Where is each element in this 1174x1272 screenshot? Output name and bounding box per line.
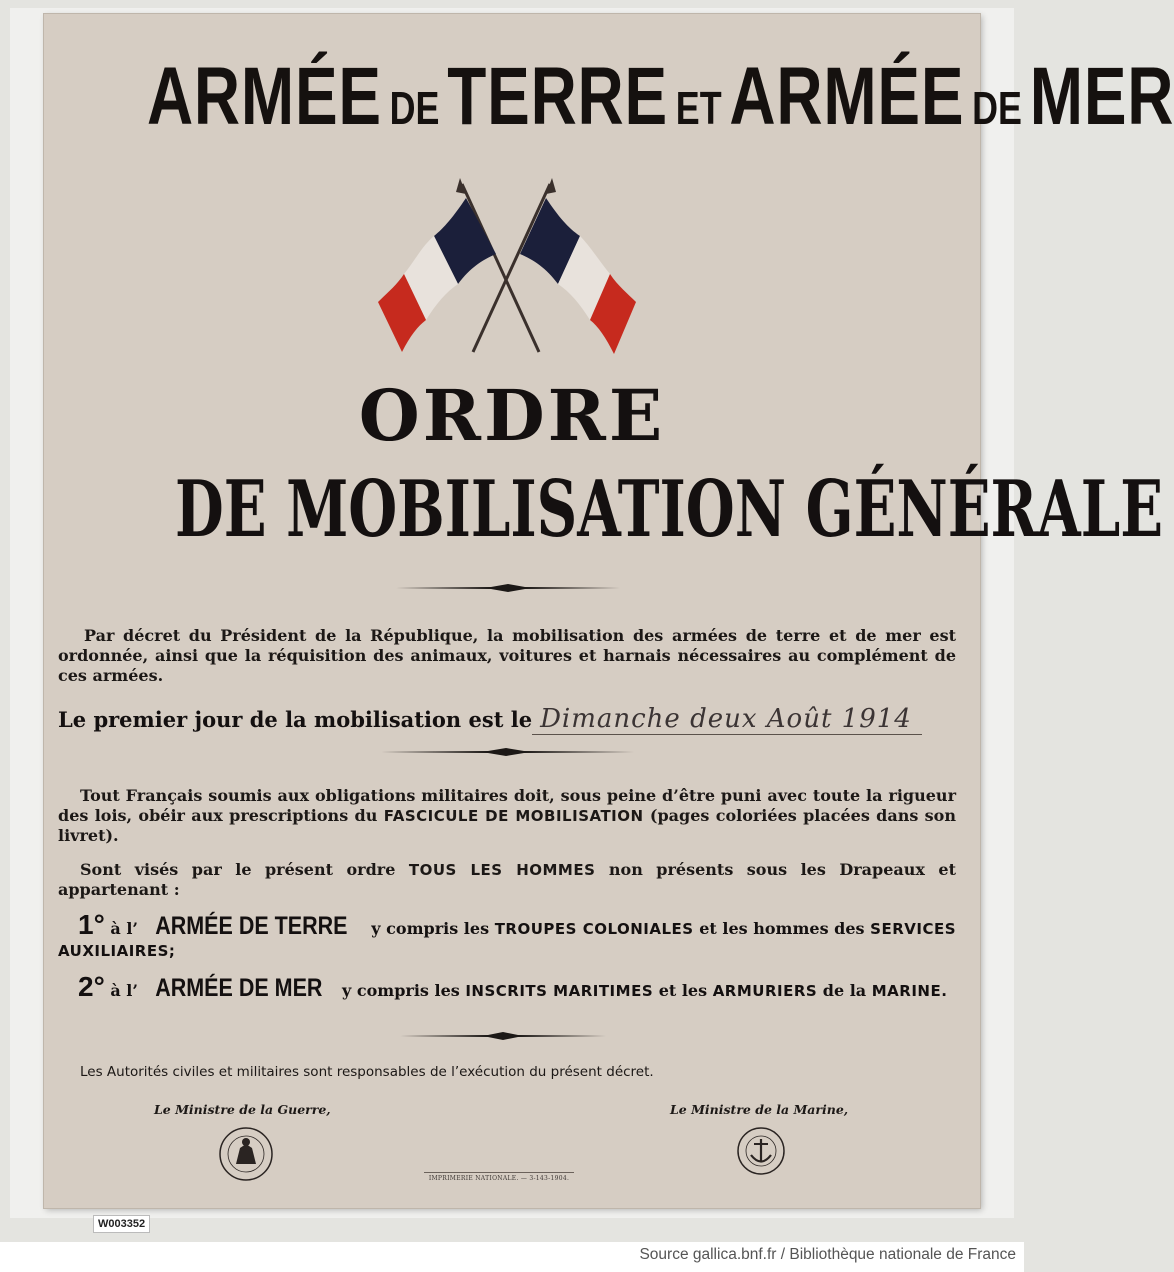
reference-code: W003352 (93, 1215, 150, 1233)
signature-war-minister: Le Ministre de la Guerre, (154, 1102, 331, 1117)
item-emphasis: ARMURIERS (712, 982, 818, 1000)
handwritten-date: Dimanche deux Août 1914 (532, 704, 922, 735)
item-emphasis: SERVICES AUXILIAIRES; (58, 920, 957, 960)
fascicule-emphasis: FASCICULE DE MOBILISATION (383, 807, 644, 825)
headline-word: MER (1029, 51, 1174, 142)
first-day-label: Le premier jour de la mobilisation est le (58, 707, 533, 732)
item-emphasis: MARINE. (871, 982, 948, 1000)
obligation-text: (pages coloriées placées dans son livret). (58, 806, 956, 845)
concerned-paragraph (58, 860, 956, 900)
item-text: y compris les (342, 981, 460, 1000)
item-text: à l’ (110, 981, 138, 1000)
ornament-divider (378, 748, 634, 756)
army-name: ARMÉE DE TERRE (155, 912, 348, 940)
ornament-divider (396, 584, 620, 592)
item-text: y compris les (371, 919, 490, 938)
crossed-flags-icon (374, 176, 644, 366)
army-name: ARMÉE DE MER (155, 974, 323, 1002)
item-text: à l’ (110, 919, 139, 938)
headline-word: TERRE (447, 51, 668, 142)
all-men-emphasis: TOUS LES HOMMES (408, 861, 596, 879)
item-emphasis: INSCRITS MARITIMES (465, 982, 654, 1000)
poster (44, 14, 1174, 1208)
item-number: 1° (78, 909, 105, 940)
obligation-paragraph (58, 786, 956, 846)
responsibility-line: Les Autorités civiles et militaires sont responsables de l’exécution du présent décret. (80, 1064, 654, 1080)
item-emphasis: TROUPES COLONIALES (494, 920, 694, 938)
ornament-divider (400, 1032, 606, 1040)
decree-paragraph: Par décret du Président de la République, la mobilisation des armées de terre et de mer est ordonnée, ainsi que la réquisition des animaux, voitures et harnais nécessaires au complément de ces armées. (58, 626, 956, 685)
item-army-sea (58, 971, 956, 1002)
source-credit: Source gallica.bnf.fr / Bibliothèque nationale de France (639, 1246, 1016, 1263)
headline-word: ARMÉE (729, 51, 965, 142)
printer-mark: IMPRIMERIE NATIONALE. — 3-143-1904. (424, 1172, 574, 1182)
concerned-text: non présents sous les Drapeaux et appartenant : (58, 860, 956, 899)
headline-word: ET (675, 82, 722, 134)
item-number: 2° (78, 971, 105, 1002)
title-ordre: ORDRE (358, 374, 666, 457)
item-text: et les (658, 981, 708, 1000)
headline-word: ARMÉE (146, 51, 382, 142)
navy-ministry-seal-icon (736, 1126, 786, 1176)
signature-navy-minister: Le Ministre de la Marine, (670, 1102, 849, 1117)
title-mobilisation: DE MOBILISATION GÉNÉRALE (175, 464, 1164, 555)
item-text: de la (822, 981, 867, 1000)
headline-word: DE (389, 82, 440, 134)
item-army-land (58, 909, 957, 962)
obligation-text: Tout Français soumis aux obligations militaires doit, sous peine d’être puni avec toute la rigueur des lois, obéir aux prescriptions du (58, 786, 956, 825)
first-day-line (58, 704, 922, 735)
headline-word: DE (972, 82, 1022, 134)
item-text: et les hommes des (699, 919, 865, 938)
war-ministry-seal-icon (218, 1126, 274, 1182)
headline (146, 50, 1174, 144)
concerned-text: Sont visés par le présent ordre (80, 860, 396, 879)
